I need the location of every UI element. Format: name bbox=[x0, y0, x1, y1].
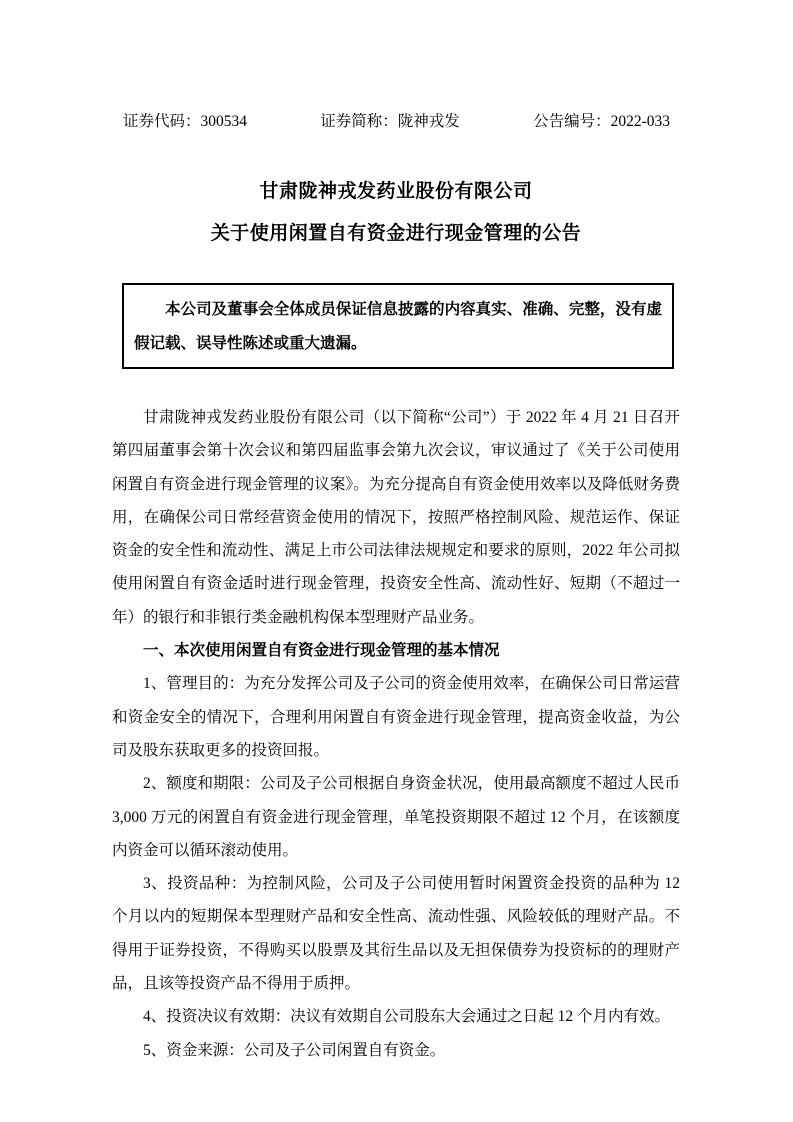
item-fund-source: 5、资金来源：公司及子公司闲置自有资金。 bbox=[143, 1041, 446, 1059]
section-1-heading: 一、本次使用闲置自有资金进行现金管理的基本情况 bbox=[143, 642, 500, 660]
announcement-subject: 关于使用闲置自有资金进行现金管理的公告 bbox=[210, 223, 582, 244]
disclaimer-text: 本公司及董事会全体成员保证信息披露的内容真实、准确、完整，没有虚假记载、误导性陈述或重大遗漏。 bbox=[134, 301, 662, 352]
document-body bbox=[112, 401, 680, 1067]
item-resolution-validity: 4、投资决议有效期：决议有效期自公司股东大会通过之日起 12 个月内有效。 bbox=[143, 1008, 671, 1026]
stock-code: 证券代码：300534 bbox=[123, 113, 248, 130]
document-title bbox=[112, 171, 680, 255]
document-header bbox=[112, 111, 680, 133]
item-quota-and-term: 2、额度和期限：公司及子公司根据自身资金状况，使用最高额度不超过人民币 3,000 万元的闲置自有资金进行现金管理，单笔投资期限不超过 12 个月，在该额度内资金可以循环滚动使用。 bbox=[112, 775, 680, 859]
intro-paragraph: 甘肃陇神戎发药业股份有限公司（以下简称“公司”）于 2022 年 4 月 21 日召开第四届董事会第十次会议和第四届监事会第九次会议，审议通过了《关于公司使用闲置自有资金进行现金管理的议案》。为充分提高自有资金使用效率以及降低财务费用，在确保公司日常经营资金使用的情况下，按照严格控制风险、规范运作、保证资金的安全性和流动性、满足上市公司法律法规规定和要求的原则，2022 年公司拟使用闲置自有资金适时进行现金管理，投资安全性高、流动性好、短期（不超过一年）的银行和非银行类金融机构保本型理财产品业务。 bbox=[112, 409, 680, 626]
announcement-number: 公告编号：2022-033 bbox=[533, 113, 670, 130]
item-investment-varieties: 3、投资品种：为控制风险，公司及子公司使用暂时闲置资金投资的品种为 12 个月以内的短期保本型理财产品和安全性高、流动性强、风险较低的理财产品。不得用于证券投资，不得购买以股票及其衍生品以及无担保债券为投资标的的理财产品，且该等投资产品不得用于质押。 bbox=[112, 875, 680, 993]
company-name: 甘肃陇神戎发药业股份有限公司 bbox=[259, 181, 533, 202]
item-management-purpose: 1、管理目的：为充分发挥公司及子公司的资金使用效率，在确保公司日常运营和资金安全的情况下，合理利用闲置自有资金进行现金管理，提高资金收益，为公司及股东获取更多的投资回报。 bbox=[112, 675, 680, 759]
disclaimer-box bbox=[122, 283, 674, 369]
stock-short-name: 证券简称：陇神戎发 bbox=[320, 113, 460, 130]
